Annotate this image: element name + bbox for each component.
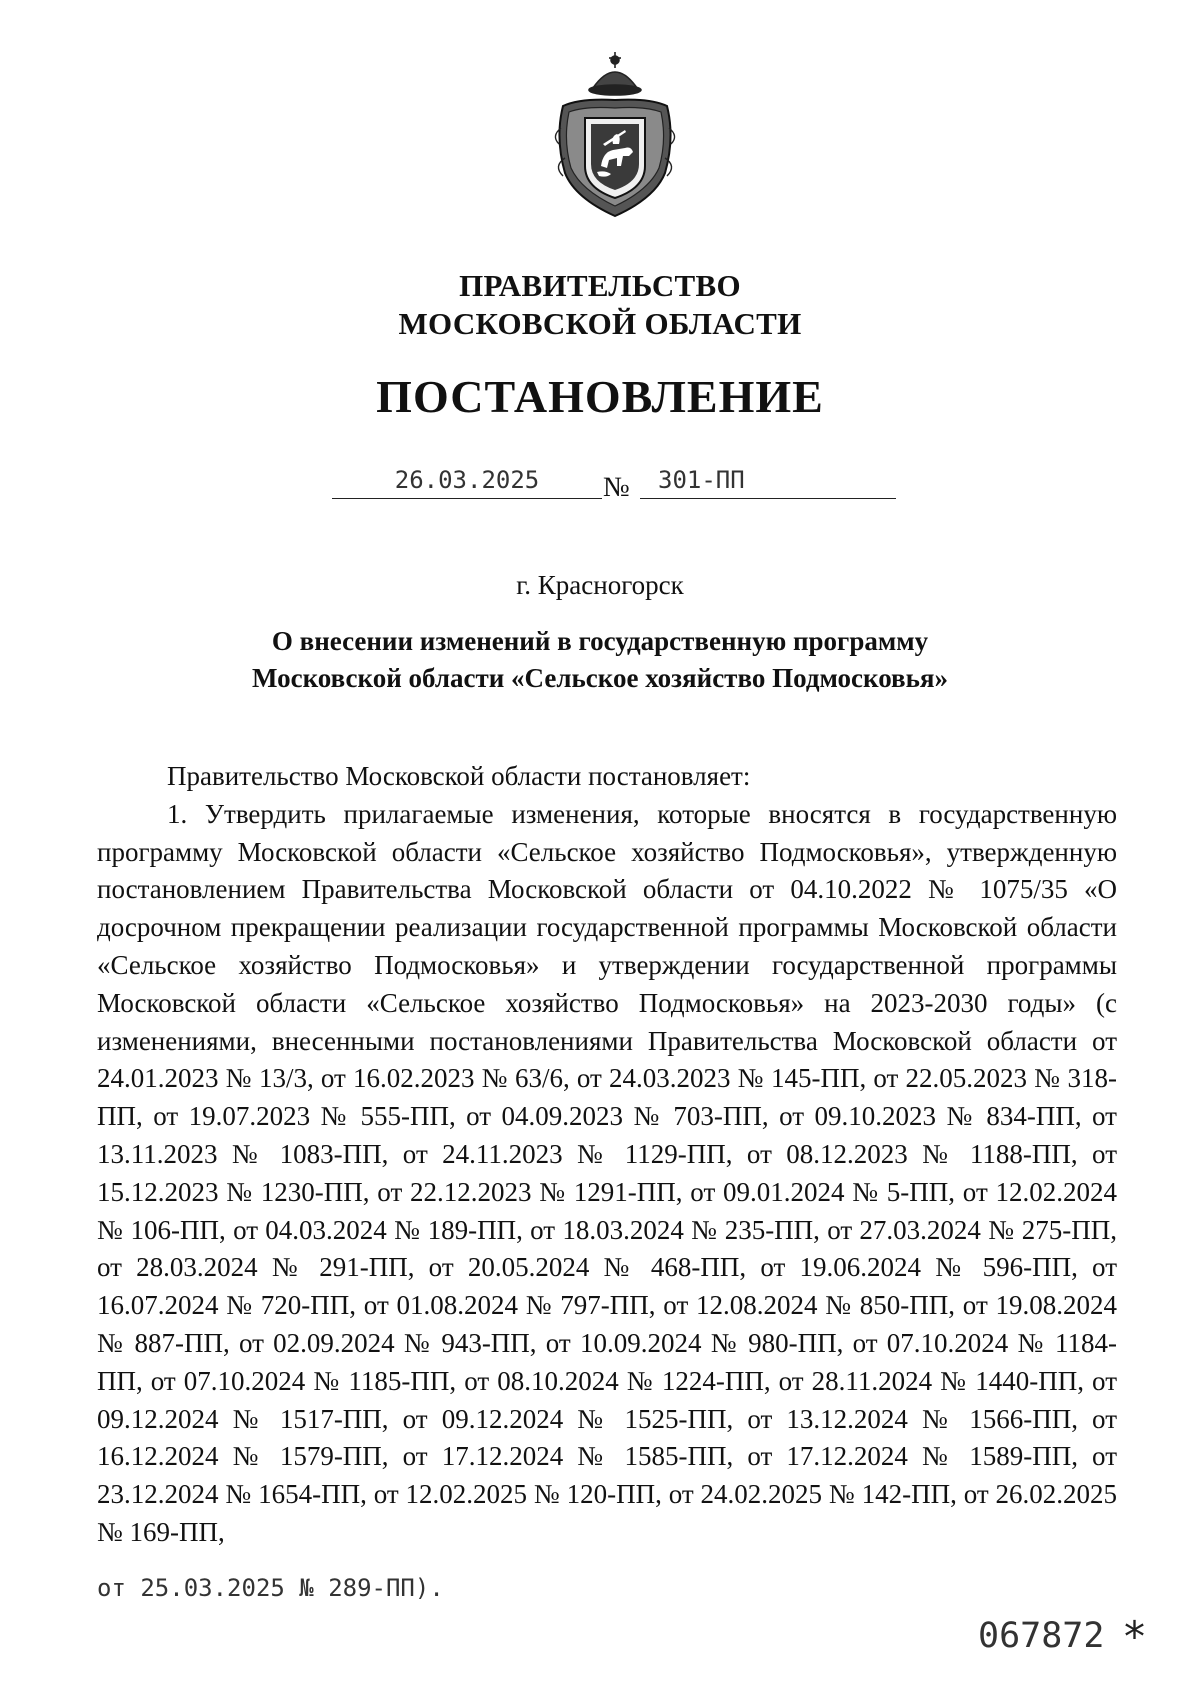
organization-name-line2: МОСКОВСКОЙ ОБЛАСТИ xyxy=(398,306,802,341)
document-date: 26.03.2025 xyxy=(394,466,540,494)
place-of-issue: г. Красногорск xyxy=(516,570,684,600)
number-sign: № xyxy=(603,472,630,503)
coat-of-arms-icon xyxy=(545,48,685,223)
number-underline xyxy=(640,498,896,499)
organization-name-line1: ПРАВИТЕЛЬСТВО xyxy=(459,268,741,303)
typed-addition: от 25.03.2025 № 289-ПП). xyxy=(97,1574,444,1602)
document-type: ПОСТАНОВЛЕНИЕ xyxy=(376,371,824,422)
body-intro: Правительство Московской области постановляет: xyxy=(167,761,751,791)
serial-number: 067872 xyxy=(978,1616,1105,1656)
document-body xyxy=(97,758,1117,1552)
body-item-1: 1. Утвердить прилагаемые изменения, которые вносятся в государственную программу Московской области «Сельское хозяйство Подмосковья», утвержденную постановлением Правительства Московской области от 04.10.2022 № 1075/35 «О досрочном прекращении реализации государственной программы Московской области «Сельское хозяйство Подмосковья» и утверждении государственной программы Московской области «Сельское хозяйство Подмосковья» на 2023-2030 годы» (с изменениями, внесенными постановлениями Правительства Московской области от 24.01.2023 № 13/3, от 16.02.2023 № 63/6, от 24.03.2023 № 145-ПП, от 22.05.2023 № 318-ПП, от 19.07.2023 № 555-ПП, от 04.09.2023 № 703-ПП, от 09.10.2023 № 834-ПП, от 13.11.2023 № 1083-ПП, от 24.11.2023 № 1129-ПП, от 08.12.2023 № 1188-ПП, от 15.12.2023 № 1230-ПП, от 22.12.2023 № 1291-ПП, от 09.01.2024 № 5-ПП, от 12.02.2024 № 106-ПП, от 04.03.2024 № 189-ПП, от 18.03.2024 № 235-ПП, от 27.03.2024 № 275-ПП, от 28.03.2024 № 291-ПП, от 20.05.2024 № 468-ПП, от 19.06.2024 № 596-ПП, от 16.07.2024 № 720-ПП, от 01.08.2024 № 797-ПП, от 12.08.2024 № 850-ПП, от 19.08.2024 № 887-ПП, от 02.09.2024 № 943-ПП, от 10.09.2024 № 980-ПП, от 07.10.2024 № 1184-ПП, от 07.10.2024 № 1185-ПП, от 08.10.2024 № 1224-ПП, от 28.11.2024 № 1440-ПП, от 09.12.2024 № 1517-ПП, от 09.12.2024 № 1525-ПП, от 13.12.2024 № 1566-ПП, от 16.12.2024 № 1579-ПП, от 17.12.2024 № 1585-ПП, от 17.12.2024 № 1589-ПП, от 23.12.2024 № 1654-ПП, от 12.02.2025 № 120-ПП, от 24.02.2025 № 142-ПП, от 26.02.2025 № 169-ПП, xyxy=(97,798,1117,1547)
document-number: 301-ПП xyxy=(658,466,745,494)
registration-line xyxy=(0,466,1200,506)
subject-line2: Московской области «Сельское хозяйство Подмосковья» xyxy=(251,663,948,693)
subject-line1: О внесении изменений в государственную программу xyxy=(271,626,929,656)
date-underline xyxy=(332,498,602,499)
serial-star-icon: * xyxy=(1124,1612,1145,1661)
